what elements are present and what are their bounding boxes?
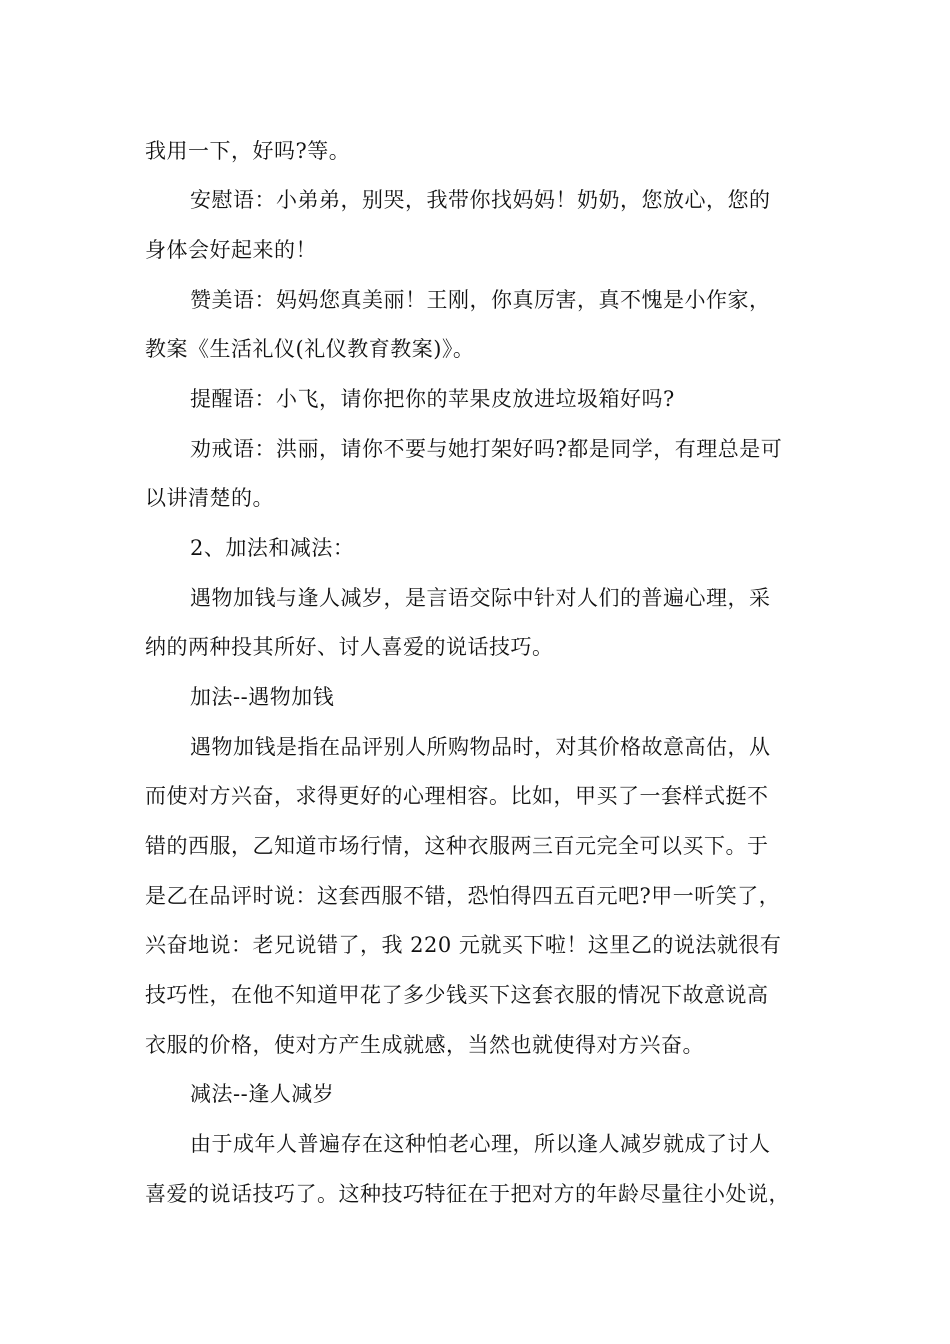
paragraph-praise: 赞美语：妈妈您真美丽！王刚，你真厉害，真不愧是小作家，	[190, 288, 771, 312]
paragraph-subtraction: 由于成年人普遍存在这种怕老心理，所以逢人减岁就成了讨人	[190, 1132, 771, 1156]
text-line: 衣服的价格，使对方产生成就感，当然也就使得对方兴奋。	[145, 1033, 704, 1057]
subheading-addition: 加法--遇物加钱	[190, 685, 335, 709]
text-line: 而使对方兴奋，求得更好的心理相容。比如，甲买了一套样式挺不	[145, 784, 769, 808]
paragraph-reminder: 提醒语：小飞，请你把你的苹果皮放进垃圾箱好吗?	[190, 387, 675, 411]
paragraph-comfort: 安慰语：小弟弟，别哭，我带你找妈妈！奶奶，您放心，您的	[190, 188, 771, 212]
section-heading: 2、加法和减法：	[190, 536, 355, 560]
text-line: 技巧性，在他不知道甲花了多少钱买下这套衣服的情况下故意说高	[145, 983, 769, 1007]
text-line: 我用一下，好吗?等。	[145, 139, 351, 163]
text-line: 纳的两种投其所好、讨人喜爱的说话技巧。	[145, 635, 554, 659]
paragraph-addition: 遇物加钱是指在品评别人所购物品时，对其价格故意高估，从	[190, 735, 771, 759]
paragraph-intro: 遇物加钱与逢人减岁，是言语交际中针对人们的普遍心理，采	[190, 586, 771, 610]
text-line: 身体会好起来的！	[145, 238, 317, 262]
paragraph-advice: 劝戒语：洪丽，请你不要与她打架好吗?都是同学，有理总是可	[190, 437, 783, 461]
subheading-subtraction: 减法--逢人减岁	[190, 1082, 335, 1106]
text-line: 错的西服，乙知道市场行情，这种衣服两三百元完全可以买下。于	[145, 834, 769, 858]
text-line: 兴奋地说：老兄说错了，我 220 元就买下啦！这里乙的说法就很有	[145, 933, 782, 957]
text-line: 喜爱的说话技巧了。这种技巧特征在于把对方的年龄尽量往小处说，	[145, 1182, 790, 1206]
text-line: 以讲清楚的。	[145, 486, 274, 510]
text-line: 教案《生活礼仪(礼仪教育教案)》。	[145, 337, 475, 361]
text-line: 是乙在品评时说：这套西服不错，恐怕得四五百元吧?甲一听笑了，	[145, 884, 781, 908]
